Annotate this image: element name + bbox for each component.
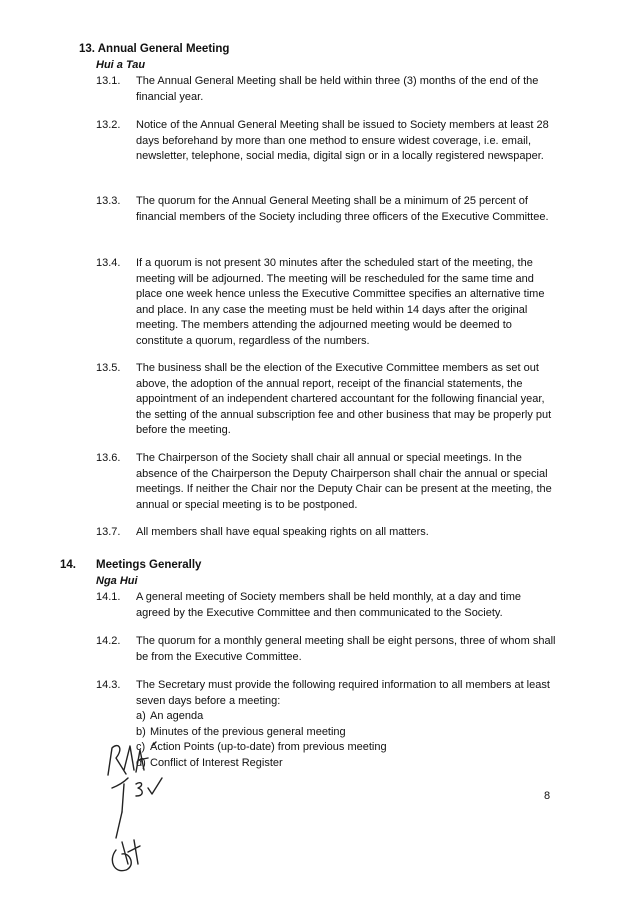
clause-13-2 bbox=[96, 118, 556, 165]
clause-number: 13.2. bbox=[96, 119, 121, 131]
clause-number: 13.3. bbox=[96, 195, 121, 207]
clause-number: 13.5. bbox=[96, 362, 121, 374]
page-number: 8 bbox=[544, 790, 551, 802]
clause-number: 13.4. bbox=[96, 257, 121, 269]
section-14-number: 14. bbox=[60, 559, 76, 571]
list-item bbox=[136, 725, 556, 741]
section-13-heading: 13. Annual General Meeting bbox=[79, 43, 230, 55]
clause-text: The Secretary must provide the following required information to all members at least seven days before a meeting: bbox=[136, 679, 550, 707]
clause-text: The Chairperson of the Society shall chair all annual or special meetings. In the absence of the Chairperson the Deputy Chairperson shall chair the annual or special meetings. If neither the Chair nor the Deputy Chair can be present at the meeting, the annual or special meeting is to be postponed. bbox=[136, 452, 552, 511]
clause-13-6 bbox=[96, 451, 556, 513]
list-item bbox=[136, 709, 556, 725]
section-13-subheading: Hui a Tau bbox=[96, 59, 146, 71]
clause-text: If a quorum is not present 30 minutes after the scheduled start of the meeting, the meeting will be adjourned. The meeting will be rescheduled for the same time and place one week hence unless the Executive Committee specifies an alternative time and place. In any case the meeting must be held within 14 days after the original meeting. The members attending the adjourned meeting would be deemed to constitute a quorum, regardless of the numbers. bbox=[136, 257, 545, 347]
clause-13-5 bbox=[96, 361, 556, 439]
section-14-subheading: Nga Hui bbox=[96, 575, 138, 587]
clause-text: All members shall have equal speaking rights on all matters. bbox=[136, 526, 429, 538]
clause-13-7 bbox=[96, 525, 556, 541]
list-marker: c) bbox=[136, 741, 146, 753]
clause-14-1 bbox=[96, 590, 556, 621]
clause-text: A general meeting of Society members shall be held monthly, at a day and time agreed by the Executive Committee and then communicated to the Society. bbox=[136, 591, 522, 619]
list-item-text: Action Points (up-to-date) from previous meeting bbox=[150, 741, 387, 753]
list-marker: b) bbox=[136, 725, 146, 738]
clause-text: The business shall be the election of the Executive Committee members as set out above, the adoption of the annual report, receipt of the financial statements, the appointment of an independent chartered accountant for the following financial year, the setting of the annual subscription fee and other business that may be properly put before the meeting. bbox=[136, 362, 552, 436]
list-marker: a) bbox=[136, 710, 146, 722]
clause-text: The quorum for the Annual General Meeting shall be a minimum of 25 percent of financial members of the Society including three officers of the Executive Committee. bbox=[136, 195, 549, 223]
clause-number: 13.7. bbox=[96, 526, 121, 538]
list-marker: d) bbox=[136, 756, 146, 769]
clause-13-4 bbox=[96, 256, 556, 349]
clause-number: 14.1. bbox=[96, 591, 121, 603]
clause-number: 14.2. bbox=[96, 635, 121, 647]
clause-text: Notice of the Annual General Meeting shall be issued to Society members at least 28 days beforehand by more than one method to ensure widest coverage, i.e. email, newsletter, telephone, social media, digital sign or in a locally registered newspaper. bbox=[136, 119, 549, 162]
clause-text: The quorum for a monthly general meeting shall be eight persons, three of whom shall be from the Executive Committee. bbox=[136, 635, 556, 663]
clause-13-1 bbox=[96, 74, 556, 105]
clause-number: 13.6. bbox=[96, 452, 121, 464]
clause-14-2 bbox=[96, 634, 556, 665]
section-14-heading: Meetings Generally bbox=[96, 559, 202, 571]
clause-number: 14.3. bbox=[96, 679, 121, 691]
clause-number: 13.1. bbox=[96, 75, 121, 87]
signature-initials-icon bbox=[100, 740, 210, 890]
clause-13-3 bbox=[96, 194, 556, 225]
list-item-text: An agenda bbox=[150, 710, 204, 722]
list-item-text: Minutes of the previous general meeting bbox=[150, 725, 346, 738]
list-item-text: Conflict of Interest Register bbox=[150, 756, 283, 769]
clause-text: The Annual General Meeting shall be held within three (3) months of the end of the financial year. bbox=[136, 75, 539, 103]
